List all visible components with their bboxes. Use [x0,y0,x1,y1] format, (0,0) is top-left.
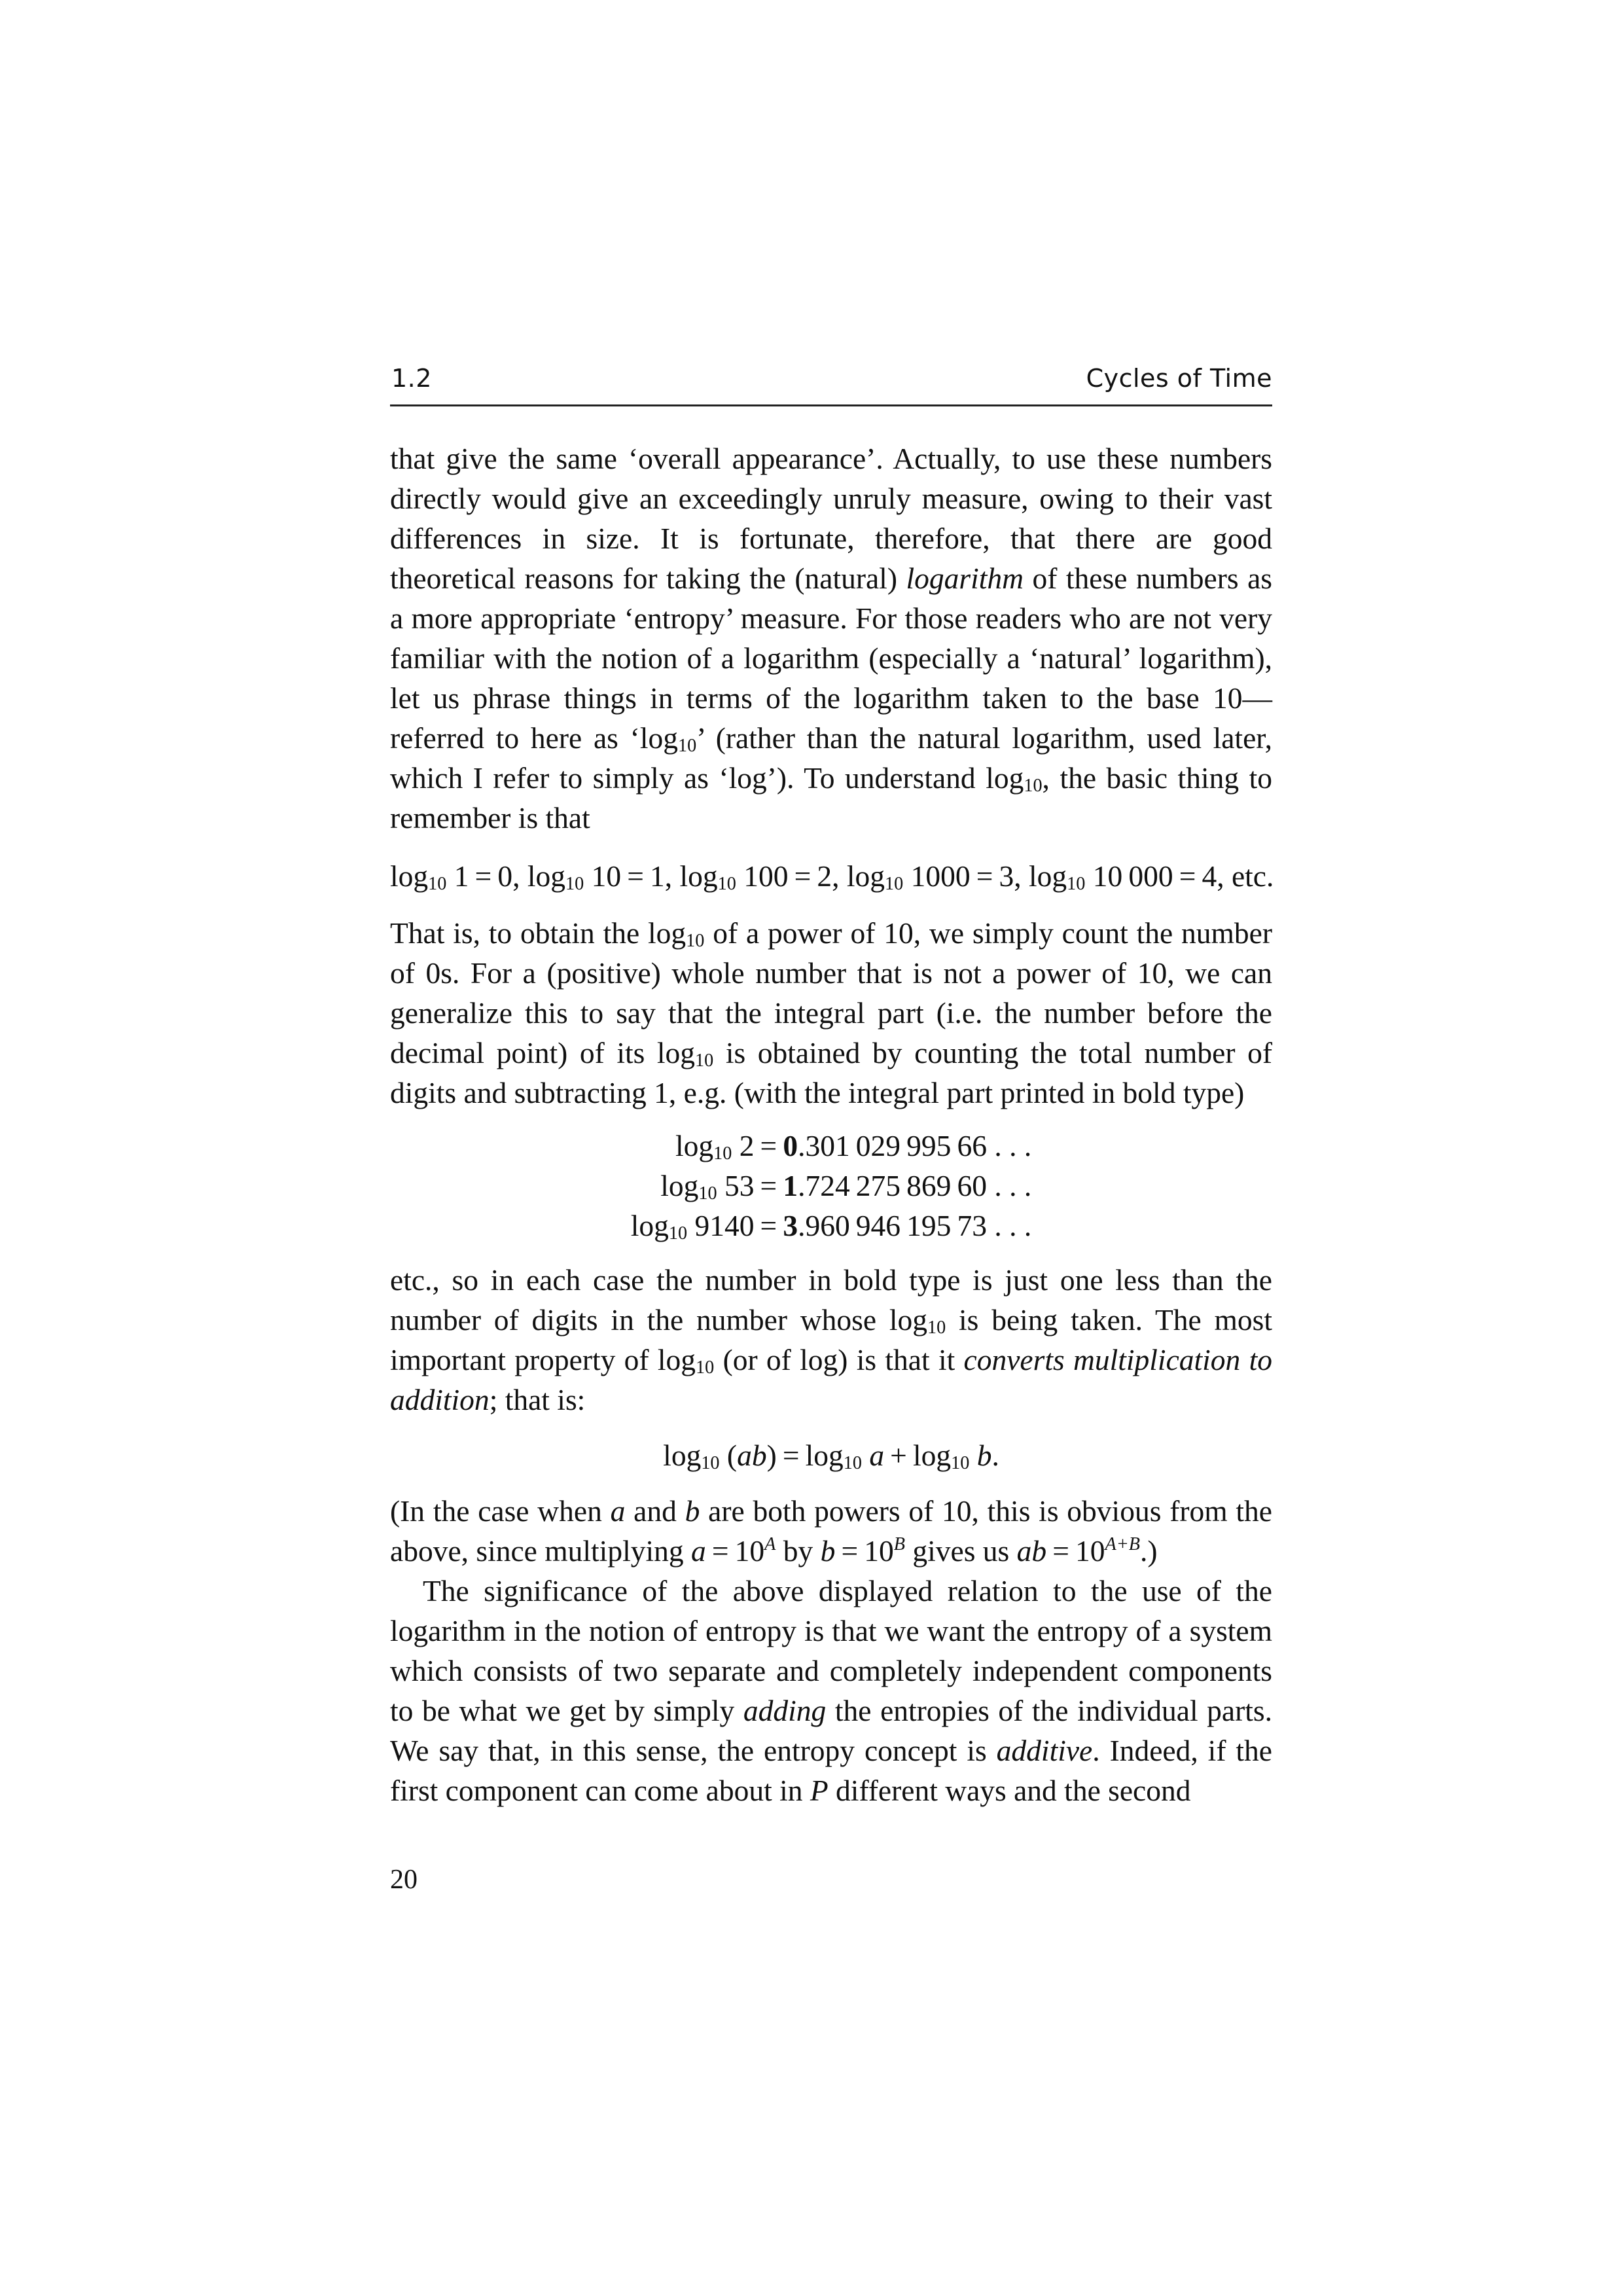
text-run: ; that is: [489,1383,586,1416]
log-argument: 53 = [717,1169,783,1202]
paragraph-3 [390,1260,1272,1420]
paragraph-4 [390,1491,1272,1571]
variable: P [810,1774,829,1807]
text-run: of these numbers as a more appropriate ‘entropy’ measure. For those readers who are not very familiar with the notion of a logarithm (especially a ‘natural’ logarithm), let us phrase things in terms of the logarithm taken to the base 10—referred to here as ‘log [390,562,1272,755]
eq-term: = 10 [705,1534,765,1568]
eq-term: . [991,1439,999,1472]
eq-term: + [884,1439,913,1472]
subscript: 10 [713,1143,732,1164]
text-run: gives us [904,1534,1017,1568]
log-example-row [631,1206,1032,1246]
superscript: A+B [1105,1534,1140,1555]
text-run: .) [1140,1534,1158,1568]
log-powers-equation [390,856,1272,896]
log-op: log [663,1439,702,1472]
fractional-part: .724 275 869 60 . . . [798,1169,1032,1202]
log-argument: 9140 = [687,1209,783,1242]
eq-term: 1000 = 3, [903,859,1029,893]
log-op: log [630,1209,669,1242]
log-op: log [846,859,885,893]
subscript: 10 [565,874,584,895]
variable: b [976,1439,992,1472]
emphasis: additive [996,1734,1093,1767]
subscript: 10 [717,874,736,895]
text-run: that give the same ‘overall appearance’. Actually, to use these numbers directly would give an exceedingly unruly measure, owing to their vast differences in size. It is fortunate, therefore, that there are good theoretical reasons for taking the (natural) [390,442,1272,595]
eq-term: ) = [766,1439,806,1472]
fractional-part: .960 946 195 73 . . . [798,1209,1032,1242]
log-op: log [805,1439,844,1472]
text-run: . Indeed, if the first component can come about in [390,1734,1273,1807]
subscript: 10 [668,1223,688,1244]
log-product-equation [390,1435,1272,1475]
text-run: the entropies of the individual parts. We say that, in this sense, the entropy concept is [390,1694,1273,1767]
log-argument: 2 = [732,1129,783,1162]
subscript: 10 [1024,776,1043,797]
text-run: (In the case when [390,1494,611,1528]
subscript: 10 [695,1050,714,1071]
text-run: and [625,1494,685,1528]
subscript: 10 [951,1453,970,1474]
eq-term: = 10 [1046,1534,1105,1568]
running-title: Cycles of Time [1086,364,1272,393]
paragraph-2 [390,913,1272,1113]
paragraph-5 [390,1571,1272,1810]
log-op: log [527,859,566,893]
log-example-rhs [783,1166,1031,1206]
log-op: log [679,859,718,893]
log-example-lhs [631,1166,783,1206]
variable: a [690,1534,706,1568]
variable: a [869,1439,885,1472]
subscript: 10 [428,874,447,895]
subscript: 10 [677,736,697,757]
integral-part: 3 [783,1209,798,1242]
eq-term: 100 = 2, [736,859,847,893]
integral-part: 1 [783,1169,798,1202]
text-run: ’ (rather than the natural logarithm, used later, which I refer to simply as ‘log’). To understand log [390,721,1272,795]
subscript: 10 [1067,874,1086,895]
running-header [390,359,1272,406]
log-example-rhs [783,1126,1031,1166]
log-example-lhs [631,1206,783,1246]
text-run: by [776,1534,821,1568]
variable: a [610,1494,626,1528]
variable: ab [1016,1534,1047,1568]
section-number: 1.2 [391,364,432,393]
text-run: is being taken. The most important property of log [390,1303,1273,1376]
subscript: 10 [885,874,904,895]
eq-term: = 10 [835,1534,894,1568]
log-example-row [631,1126,1032,1166]
eq-term: 1 = 0, [446,859,527,893]
variable: b [685,1494,700,1528]
log-op: log [912,1439,952,1472]
page-number: 20 [390,1865,418,1895]
text-run: The significance of the above displayed relation to the use of the logarithm in the notion of entropy is that we want the entropy of a system which consists of two separate and completely independent components to be what we get by simply [390,1574,1272,1727]
subscript: 10 [843,1453,862,1474]
superscript: A [764,1534,776,1555]
variable: ab [737,1439,767,1472]
log-example-rhs [783,1206,1031,1246]
text-run: different ways and the second [828,1774,1191,1807]
log-op: log [1029,859,1067,893]
emphasis: logarithm [906,562,1024,595]
subscript: 10 [696,1357,715,1378]
text-run: (or of log) is that it [714,1343,964,1376]
text-run: , the basic thing to remember is that [390,761,1272,834]
text-run: are both powers of 10, this is obvious from the above, since multiplying [390,1494,1272,1568]
emphasis: converts multiplication to addition [390,1343,1272,1416]
log-examples-table [631,1126,1032,1246]
variable: b [820,1534,836,1568]
text-run: That is, to obtain the log [390,916,687,950]
eq-term: ( [719,1439,738,1472]
log-op: log [390,859,429,893]
subscript: 10 [701,1453,720,1474]
text-run: etc., so in each case the number in bold type is just one less than the number of digits in the number whose log [390,1263,1272,1336]
log-example-row [631,1166,1032,1206]
emphasis: adding [743,1694,827,1727]
subscript: 10 [698,1183,717,1204]
paragraph-1 [390,439,1272,838]
text-run: of a power of 10, we simply count the number of 0s. For a (positive) whole number that is not a power of 10, we can generalize this to say that the integral part (i.e. the number before the decimal point) of its log [390,916,1272,1069]
page-body [390,439,1272,1810]
fractional-part: .301 029 995 66 . . . [798,1129,1032,1162]
log-op: log [675,1129,714,1162]
subscript: 10 [927,1318,946,1338]
log-example-lhs [631,1126,783,1166]
text-run: is obtained by counting the total number of digits and subtracting 1, e.g. (with the integral part printed in bold type) [390,1036,1272,1109]
integral-part: 0 [783,1129,798,1162]
eq-term: 10 = 1, [584,859,680,893]
subscript: 10 [686,931,705,952]
eq-term: 10 000 = 4, etc. [1085,859,1274,893]
superscript: B [893,1534,905,1555]
log-op: log [660,1169,699,1202]
